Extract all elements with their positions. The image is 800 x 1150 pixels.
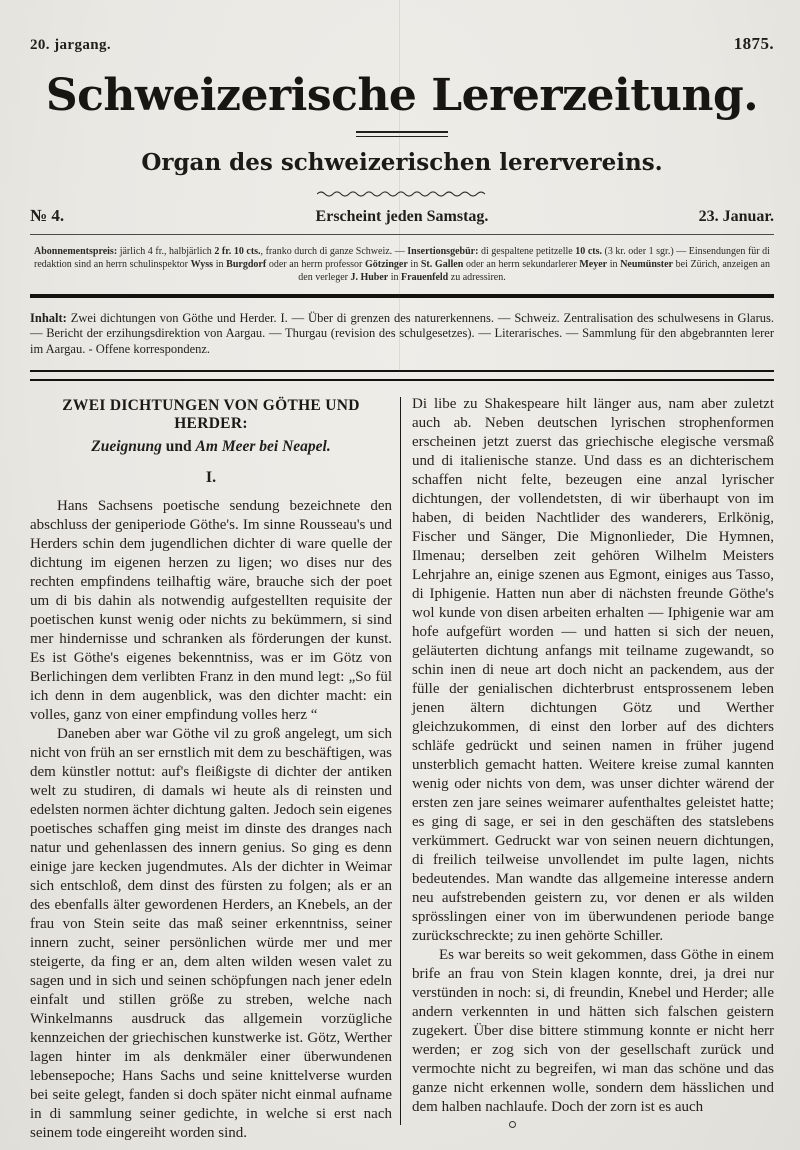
article-heading: ZWEI DICHTUNGEN VON GÖTHE UND HERDER: <box>62 396 360 432</box>
wavy-divider <box>317 190 487 198</box>
thin-rule-divider <box>30 234 774 235</box>
newspaper-title: Schweizerische Lererzeitung. <box>45 70 759 121</box>
publication-frequency: Erscheint jeden Samstag. <box>315 208 489 225</box>
article-paragraph: Es war bereits so weit gekommen, dass Göthe in einem brife an frau von Stein klagen konnte, drei, ja drei nur verstünden in noch: si, di freundin, Knebel und Herder; alle andern verkennten in und hätten sich falschen geistern zugekert. Über dise bittere stimmung konnte er nicht herr werden; er zog sich von der gesellschaft zurück und vermochte nicht zu begreifen, wi man das schöne und das ganze nicht erkennen wolle, sondern dem hässlichen und dem halben nachlaufe. Doch der zorn ist es auch <box>412 946 774 1115</box>
volume-label: 20. jargang. <box>30 37 112 53</box>
title-rule-divider <box>356 131 448 137</box>
left-column <box>30 395 398 1141</box>
ink-spot-mark <box>509 1121 516 1128</box>
double-rule-divider <box>30 370 774 381</box>
issue-info-row <box>30 206 774 226</box>
thick-rule-divider <box>30 294 774 298</box>
article-paragraph: Di libe zu Shakespeare hilt länger aus, nam aber zuletzt auch ab. Neben deutschen lyrischen strophenformen erscheinen jetzt zuerst das griechische elegische versmaß und di italienische stanze. Und dass es an dichterischem schaffen nicht felte, bezeugen eine anzal lyrischer dichtungen, der vollendetsten, di wir überhaupt von im haben, di beiden Nachtlider des wanderers, Erlkönig, Fischer und Sänger, Die Mignonlieder, Die Hymnen, Ilmenau; derselben zeit gehören Wilhelm Meisters Lehrjahre an, einige szenen aus Egmont, einiges aus Tasso, di Iphigenie. Hatten nun aber di nächsten freunde Göthe's wol kunde von disen arbeiten erhalten — Iphigenie war am hofe aufgefürt worden — und hatten si sich der neuen, geläuterten dichtung anfangs mit teilname zugewandt, so schin inen di neue art doch nicht an packendem, aus der fülle der genialischen dichterbrust entsprossenem leben jenen ältern dichtungen Götz und Werther gleichzukommen, di einst den lorber auf des dichters schläfe gedrückt und seinen namen in früher jugend unsterblich gemacht hatten. Weitere kreise zumal kannten wenig oder nichts von dem, was unser dichter wärend der ersten zen jare seines weimarer aufenthaltes geleistet hatte; es ging di sage, er sei in den geschäften des statslebens verkümmert. Gedruckt war von seinen neuern dichtungen, di freilich teilweise unvollendet im pulte lagen, nichts bedeutendes. Man wandte das allgemeine interesse andern neu aufstrebenden geistern zu, vor denen er als wilden sprösslingen einer von im überwundenen periode bange zurückschreckte; zu inen gehörte Schiller. <box>412 395 774 944</box>
right-column <box>403 395 774 1125</box>
masthead-volume-row <box>30 34 774 54</box>
imprint-text: Abonnementspreis: järlich 4 fr., halbjärlich 2 fr. 10 cts., franko durch di ganze Schweiz. — Insertionsgebür: di gespaltene petitzelle 10 cts. (3 kr. oder 1 sgr.) — Einsendungen für di redaktion sind an herrn schulinspektor Wyss in Burgdorf oder an herrn professor Götzinger in St. Gallen oder an herrn sekundarlerer Meyer in Neumünster bei Zürich, anzeigen an den verleger J. Huber in Frauenfeld zu adressiren. <box>34 246 770 283</box>
year-label: 1875. <box>733 34 774 53</box>
article-columns <box>30 395 774 1141</box>
article-subheading: Zueignung und Am Meer bei Neapel. <box>91 437 331 455</box>
issue-number: № 4. <box>30 206 65 225</box>
issue-date: 23. Januar. <box>698 208 774 225</box>
column-divider-rule <box>400 397 401 1125</box>
section-number: I. <box>205 468 217 486</box>
table-of-contents: Inhalt: Zwei dichtungen von Göthe und Herder. I. — Über di grenzen des naturerkennens. — Schweiz. Zentralisation des schulwesens in Glarus. — Bericht der erzihungsdirektion von Aargau. — Thurgau (revision des schulgesetzes). — Literarisches. — Sammlung für den abgebrannten lerer im Aargau. - Offene korrespondenz. <box>30 310 774 356</box>
newspaper-subtitle: Organ des schweizerischen lerervereins. <box>141 149 663 176</box>
article-paragraph: Daneben aber war Göthe vil zu groß angelegt, um sich nicht von früh an ser ernstlich mit dem zu beschäftigen, was dem künstler nottut: auf's fleißigste di dichter der antiken welt zu studiren, di damals wi heute als di reinsten und edelsten normen ächter dichtung galten. Jedoch sein eigenes poetisches schaffen ging meist im dinste des dranges nach natur und gehenlassen des innern genius. So ging es denn einige jare kecken jugendmutes. Als der dichter in Weimar sich entschloß, dem dinst des fürsten zu folgen; als er an des ebenfalls älter gewordenen Herders, an Knebels, an der frau von Stein seite das maß seiner erkenntniss, seiner innern zucht, seiner persönlichen würde mer und mer steigerte, da fing er an, dem alten wilden wesen valet zu sagen und in sich und seinen schöpfungen nach jener edeln einfalt und stillen größe zu streben, welche nach Winkelmanns ausdruck das allgemein vorzügliche kennzeichen der griechischen kunstwerke ist. Götz, Werther lagen hinter im als denkmäler einer überwundenen lebensepoche; Hans Sachs und seine knittelverse wurden bei seite gelegt, fanden si doch später nicht einmal aufname in di sammlung seiner gedichte, in welche si erst nach seinem tode eingereiht worden sind. <box>30 725 392 1141</box>
article-paragraph: Hans Sachsens poetische sendung bezeichnete den abschluss der geniperiode Göthe's. Im sinne Rousseau's und Herders schin dem jugendlichen dichter di ware quelle der dichtung im eigenen herzen zu ligen; wo dises nur des rechten empfindens teilhaftig wäre, brauche sich der poet um di bis dahin als notwendig aufgestellten requisite der poetischen kunst wenig oder nichts zu bekümmern, si sind mer hindernisse und schranken als förderungen der kunst. Es ist Göthe's eigenes bekenntniss, was er im Götz von Berlichingen dem verlibten Franz in den mund legt: „So fül ich denn in dem augenblick, was den dichter macht: ein volles, ganz von einer empfindung volles herz “ <box>30 497 392 723</box>
